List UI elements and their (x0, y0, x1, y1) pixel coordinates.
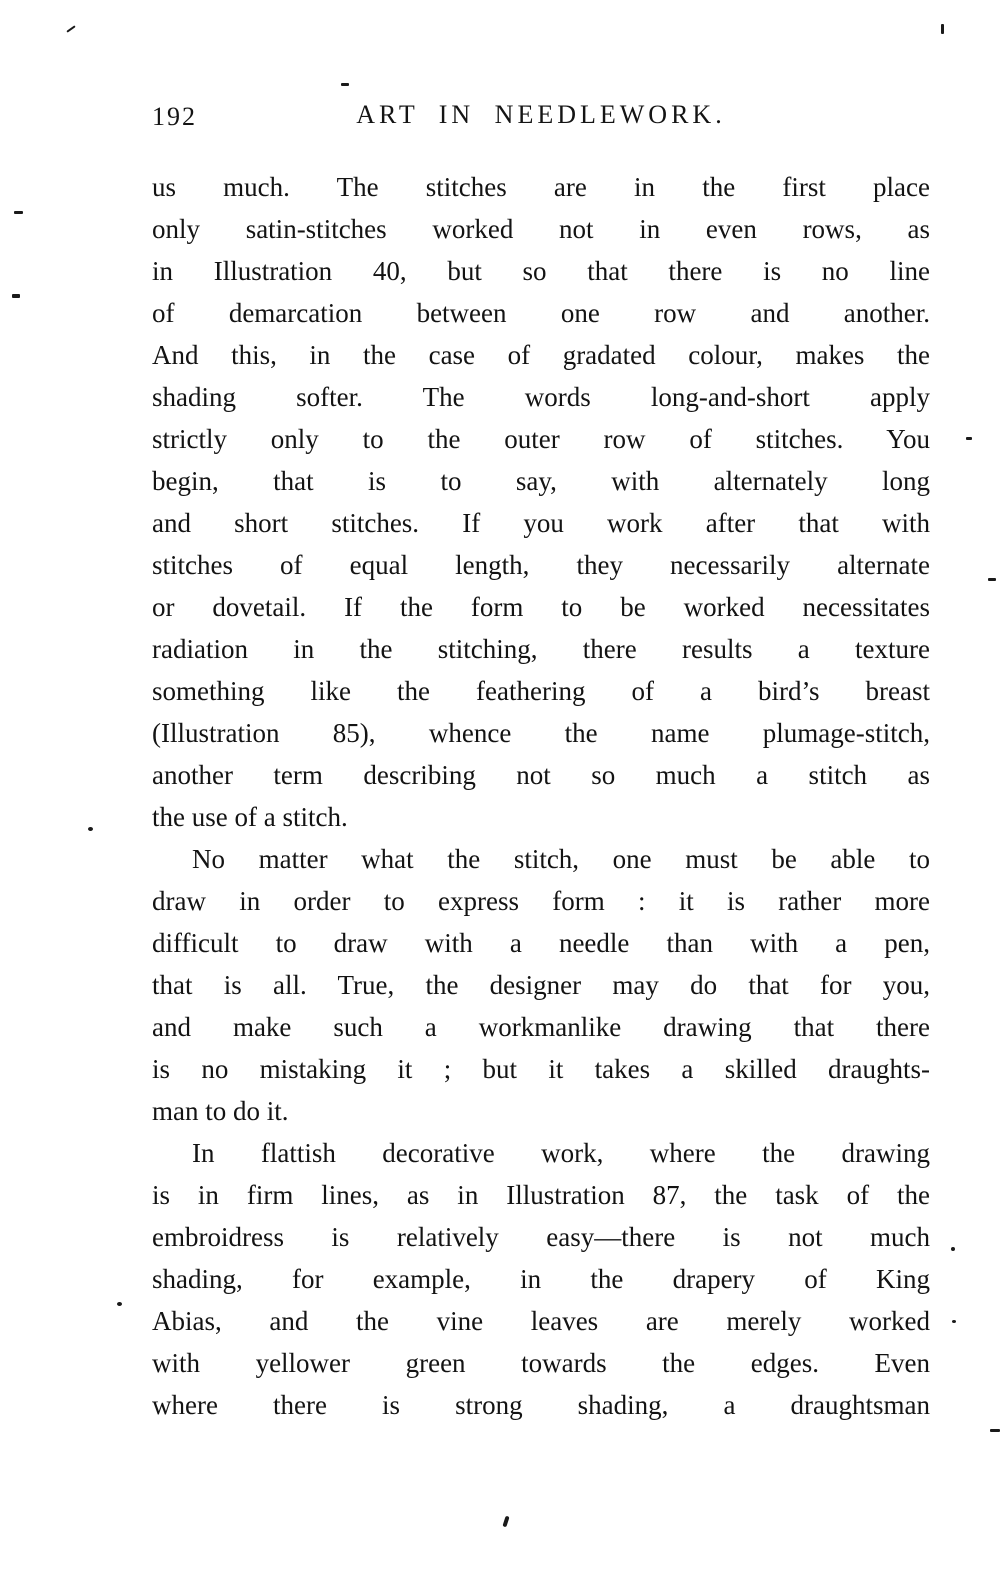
text-line: embroidress is relatively easy—there is not much (152, 1222, 930, 1252)
scan-speck (12, 294, 20, 298)
text-line: strictly only to the outer row of stitches. You (152, 424, 930, 454)
paragraph-2 (152, 838, 930, 1132)
text-line: or dovetail. If the form to be worked necessitates (152, 592, 930, 622)
text-line: that is all. True, the designer may do that for you, (152, 970, 930, 1000)
text-line: begin, that is to say, with alternately long (152, 466, 930, 496)
scan-speck (14, 211, 23, 214)
text-line: is no mistaking it ; but it takes a skilled draughts- (152, 1054, 930, 1084)
text-line: another term describing not so much a stitch as (152, 760, 930, 790)
text-line: shading, for example, in the drapery of King (152, 1264, 930, 1294)
text-line: is in firm lines, as in Illustration 87, the task of the (152, 1180, 930, 1210)
page-number: 192 (152, 102, 197, 131)
scan-speck (66, 25, 75, 32)
text-line: of demarcation between one row and another. (152, 298, 930, 328)
text-line: with yellower green towards the edges. Even (152, 1348, 930, 1378)
text-line: only satin-stitches worked not in even rows, as (152, 214, 930, 244)
text-line: us much. The stitches are in the first place (152, 172, 930, 202)
text-line: and short stitches. If you work after that with (152, 508, 930, 538)
text-line: draw in order to express form : it is rather more (152, 886, 930, 916)
text-line: in Illustration 40, but so that there is no line (152, 256, 930, 286)
scan-speck (341, 83, 349, 86)
paragraph-1 (152, 166, 930, 838)
text-line: difficult to draw with a needle than with a pen, (152, 928, 930, 958)
scan-speck (988, 578, 996, 581)
text-line: stitches of equal length, they necessarily alternate (152, 550, 930, 580)
body-text (152, 166, 930, 1426)
text-line: (Illustration 85), whence the name plumage-stitch, (152, 718, 930, 748)
scan-speck (966, 437, 972, 440)
text-line: and make such a workmanlike drawing that there (152, 1012, 930, 1042)
scan-speck (941, 24, 944, 34)
text-line: And this, in the case of gradated colour, makes the (152, 340, 930, 370)
text-line: In flattish decorative work, where the drawing (192, 1138, 930, 1168)
running-header-title: ART IN NEEDLEWORK. (356, 100, 726, 129)
paragraph-3 (152, 1132, 930, 1426)
scan-speck (952, 1320, 956, 1323)
scan-speck (117, 1302, 122, 1306)
text-line: shading softer. The words long-and-short apply (152, 382, 930, 412)
scan-speck (990, 1429, 1000, 1432)
text-line: where there is strong shading, a draughtsman (152, 1390, 930, 1420)
text-line: No matter what the stitch, one must be able to (192, 844, 930, 874)
text-line: radiation in the stitching, there results a texture (152, 634, 930, 664)
text-line: something like the feathering of a bird’s breast (152, 676, 930, 706)
running-head (152, 100, 930, 136)
scan-speck (88, 827, 93, 831)
scan-speck (951, 1247, 955, 1251)
text-line: the use of a stitch. (152, 802, 348, 832)
text-line: Abias, and the vine leaves are merely worked (152, 1306, 930, 1336)
text-line: man to do it. (152, 1096, 289, 1126)
scan-speck (502, 1516, 509, 1528)
